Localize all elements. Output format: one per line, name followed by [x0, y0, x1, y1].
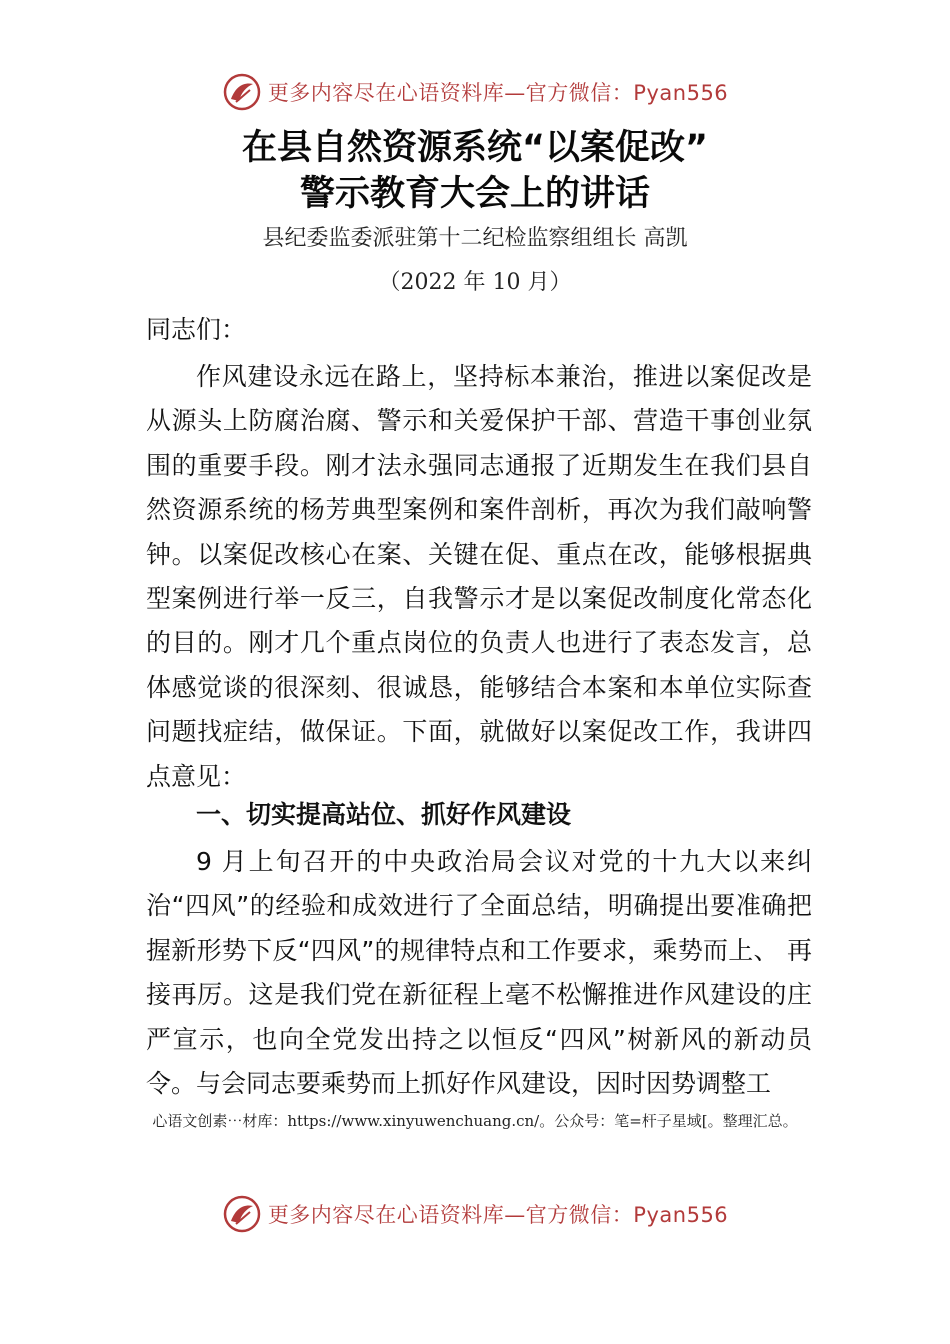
red-seal-logo-icon: [222, 72, 262, 112]
date-line: （2022 年 10 月）: [378, 270, 572, 295]
document-title-line1: 在县自然资源系统“以案促改”: [241, 128, 708, 168]
red-seal-logo-icon: [222, 1194, 262, 1234]
paragraph-1: 作风建设永远在路上，坚持标本兼治，推进以案促改是从源头上防腐治腐、警示和关爱保护干部、营造干事创业氛围的重要手段。刚才法永强同志通报了近期发生在我们县自然资源系统的杨芳典型案例和案件剖析，再次为我们敲响警钟。以案促改核心在案、关键在促、重点在改，能够根据典型案例进行举一反三，自我警示才是以案促改制度化常态化的目的。刚才几个重点岗位的负责人也进行了表态发言，总体感觉谈的很深刻、很诚恳，能够结合本案和本单位实际查问题找症结，做保证。下面，就做好以案促改工作，我讲四点意见：: [146, 362, 812, 791]
paragraph-2: 9 月上旬召开的中央政治局会议对党的十九大以来纠治“四风”的经验和成效进行了全面总结，明确提出要准确把握新形势下反“四风”的规律特点和工作要求，乘势而上、 再接再厉。这是我们党在新征程上毫不松懈推进作风建设的庄严宣示，也向全党发出持之以恒反“四风”树新风的新动员令。与会同志要乘势而上抓好作风建设，因时因势调整工: [146, 847, 812, 1099]
bottom-banner: [0, 1192, 950, 1236]
author-line: 县纪委监委派驻第十二纪检监察组组长 高凯: [262, 226, 688, 251]
document-title-line2: 警示教育大会上的讲话: [299, 174, 650, 214]
footer-source-note: 心语文创素⋯材库：https://www.xinyuwenchuang.cn/。公众号：笔=杆子星域[。整理汇总。: [152, 1112, 798, 1130]
section-heading-1: 一、切实提高站位、抓好作风建设: [196, 800, 572, 829]
top-banner: [0, 70, 950, 114]
banner-text: 更多内容尽在心语资料库—官方微信：Pyan556: [267, 1203, 729, 1227]
greeting: 同志们：: [146, 315, 247, 344]
banner-text: 更多内容尽在心语资料库—官方微信：Pyan556: [267, 81, 729, 105]
